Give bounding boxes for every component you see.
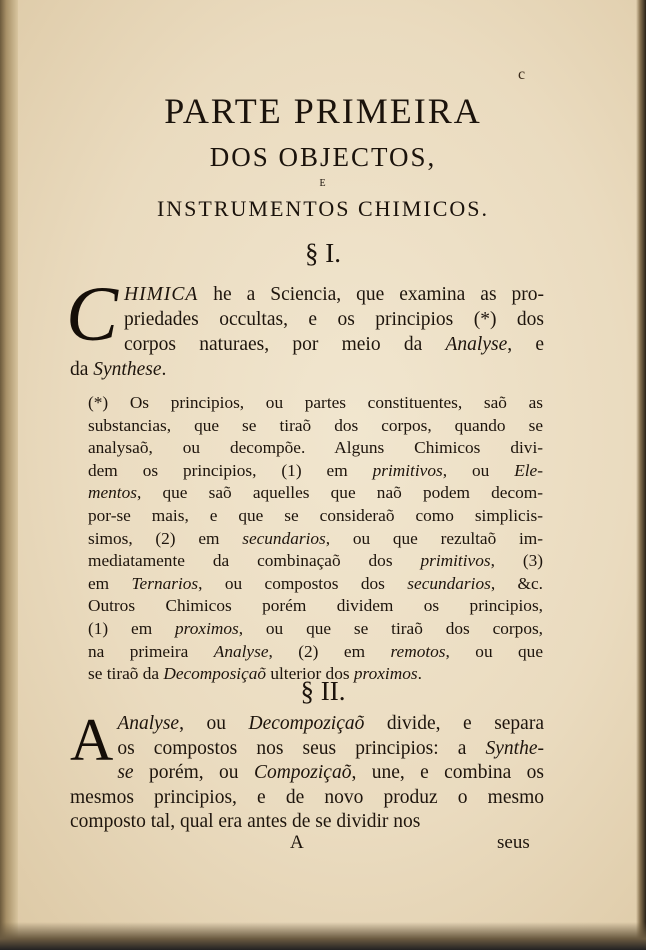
corner-mark: c	[518, 66, 526, 83]
paragraph-analysis	[70, 707, 544, 835]
subtitle-instruments: INSTRUMENTOS CHIMICOS.	[156, 196, 490, 221]
text-line: mentos, que saõ aquelles que naõ podem decom-	[88, 483, 543, 503]
text-line: Outros Chimicos porém dividem os principios,	[88, 596, 543, 616]
dropcap-c: C	[66, 270, 119, 357]
dropcap-a: A	[70, 707, 114, 773]
catchword: seus	[497, 832, 530, 853]
text-line: analysaõ, ou decompõe. Alguns Chimicos divi-	[88, 438, 543, 458]
text-line: (*) Os principios, ou partes constituentes, saõ as	[88, 393, 543, 412]
text-line: substancias, que se tiraõ dos corpos, quando se	[88, 415, 543, 435]
text-line: mediatamente da combinaçaõ dos primitivos, (3)	[88, 551, 543, 571]
subtitle-objects: DOS OBJECTOS,	[209, 142, 437, 172]
text-line: se porém, ou Compoziçaõ, une, e combina os	[117, 762, 544, 783]
text-line: os compostos nos seus principios: a Synthe-	[117, 737, 544, 759]
section-heading-2: § II.	[300, 676, 346, 706]
text-line: simos, (2) em secundarios, ou que rezultaõ im-	[88, 528, 543, 548]
text-line: HIMICA he a Sciencia, que examina as pro-	[124, 284, 544, 305]
signature-mark: A	[290, 832, 304, 853]
text-line: (1) em proximos, ou que se tiraõ dos corpos,	[88, 618, 544, 638]
subtitle-conjunction: E	[319, 178, 327, 189]
text-line: dem os principios, (1) em primitivos, ou Ele-	[88, 460, 543, 480]
text-line: da Synthese.	[70, 359, 167, 380]
text-line: na primeira Analyse, (2) em remotos, ou que	[88, 641, 543, 661]
text-line: priedades occultas, e os principios (*) dos	[124, 309, 544, 330]
page-bottom-edge	[0, 922, 646, 950]
text-line: em Ternarios, ou compostos dos secundarios, &c.	[88, 573, 543, 593]
text-line: composto tal, qual era antes de se dividir nos	[70, 811, 421, 832]
text-line: se tiraõ da Decomposiçaõ ulterior dos proximos.	[88, 664, 422, 684]
text-line: por-se mais, e que se consideraõ como simplicis-	[88, 505, 543, 525]
section-heading-1: § I.	[305, 238, 341, 268]
text-line: mesmos principios, e de novo produz o mesmo	[70, 786, 544, 808]
paragraph-definition	[66, 270, 545, 382]
footnote	[88, 392, 543, 686]
part-title: PARTE PRIMEIRA	[164, 91, 482, 131]
text-line: corpos naturaes, por meio da Analyse, e	[124, 334, 545, 355]
text-line: Analyse, ou Decompoziçaõ divide, e separa	[117, 713, 544, 734]
